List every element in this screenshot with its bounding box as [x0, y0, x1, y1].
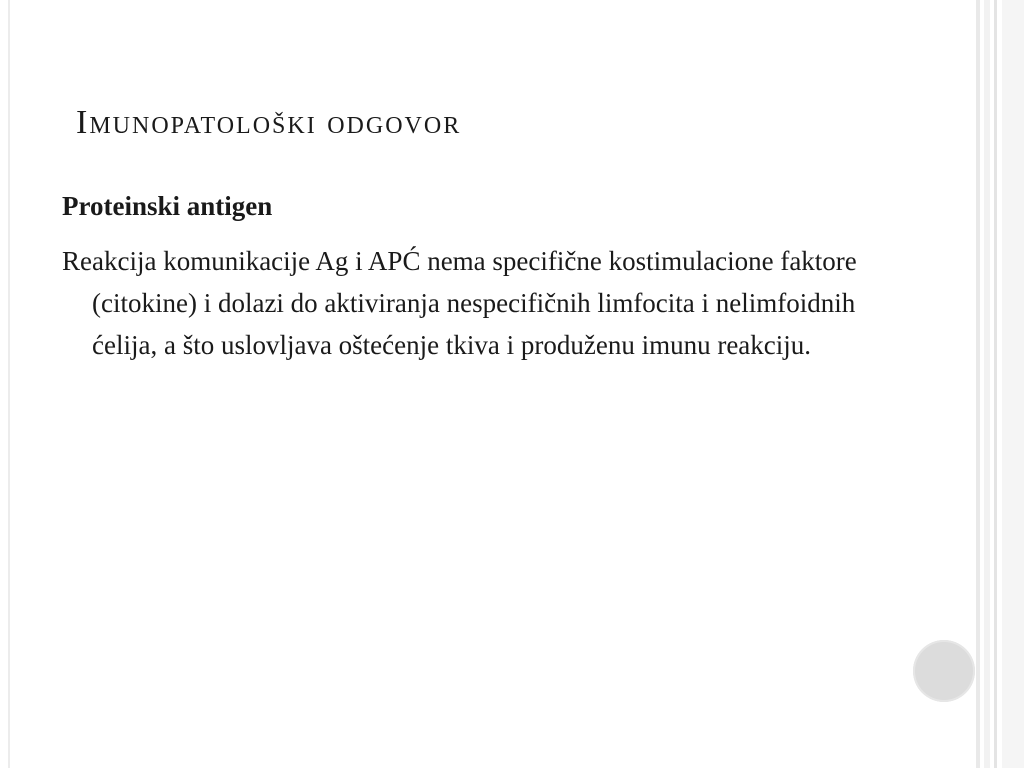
slide-content [62, 186, 882, 366]
subheading: Proteinski antigen [62, 191, 273, 221]
right-frame-decoration [976, 0, 1024, 768]
circle-nav-icon[interactable] [913, 640, 975, 702]
frame-stripe [984, 0, 990, 768]
left-border [8, 0, 10, 768]
slide-title: Imunopatološki odgovor [76, 104, 462, 141]
frame-stripe [976, 0, 980, 768]
body-paragraph: Reakcija komunikacije Ag i APĆ nema specifične kostimulacione faktore (citokine) i dolazi do aktiviranja nespecifičnih limfocita i nelimfoidnih ćelija, a što uslovljava oštećenje tkiva i produženu imunu reakciju. [62, 246, 857, 360]
frame-stripe [994, 0, 997, 768]
frame-stripe [1002, 0, 1024, 768]
